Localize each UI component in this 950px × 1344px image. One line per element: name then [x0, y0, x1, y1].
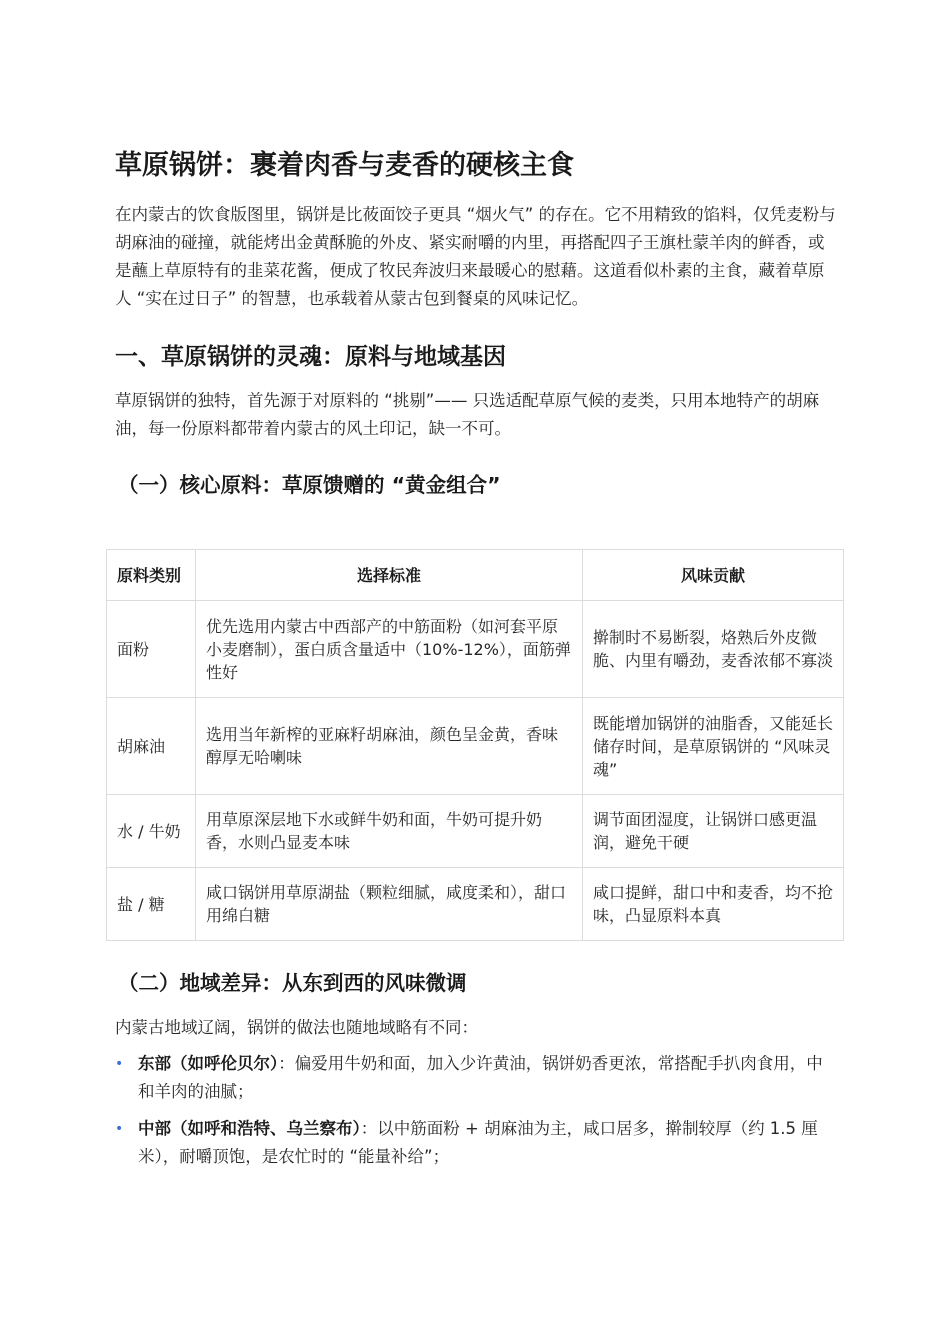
- table-cell-flavor: 调节面团湿度，让锅饼口感更温润，避免干硬: [583, 795, 844, 868]
- table-row: [107, 868, 844, 941]
- region-label: 中部（如呼和浩特、乌兰察布）: [138, 1119, 361, 1138]
- subsection-2-heading: （二）地域差异：从东到西的风味微调: [118, 971, 467, 995]
- section-1-paragraph: 草原锅饼的独特，首先源于对原料的 “挑剔”—— 只选适配草原气候的麦类，只用本地特产的胡麻油，每一份原料都带着内蒙古的风土印记，缺一不可。: [115, 391, 820, 438]
- table-cell-standard: 用草原深层地下水或鲜牛奶和面，牛奶可提升奶香，水则凸显麦本味: [196, 795, 583, 868]
- table-cell-standard: 咸口锅饼用草原湖盐（颗粒细腻，咸度柔和），甜口用绵白糖: [196, 868, 583, 941]
- table-header-row: [107, 550, 844, 601]
- list-item: [115, 1115, 833, 1171]
- region-list: [115, 1050, 833, 1180]
- region-text: ：偏爱用牛奶和面，加入少许黄油，锅饼奶香更浓，常搭配手扒肉食用，中和羊肉的油腻；: [138, 1054, 823, 1101]
- table-row: [107, 601, 844, 698]
- table-cell-standard: 优先选用内蒙古中西部产的中筋面粉（如河套平原小麦磨制），蛋白质含量适中（10%-12%），面筋弹性好: [196, 601, 583, 698]
- subsection-1-heading: （一）核心原料：草原馈赠的 “黄金组合”: [118, 473, 501, 497]
- table-cell-category: 水 / 牛奶: [107, 795, 196, 868]
- table-row: [107, 795, 844, 868]
- bullet-icon: •: [115, 1121, 124, 1137]
- list-item: [115, 1050, 833, 1106]
- table-cell-flavor: 擀制时不易断裂，烙熟后外皮微脆、内里有嚼劲，麦香浓郁不寡淡: [583, 601, 844, 698]
- table-cell-standard: 选用当年新榨的亚麻籽胡麻油，颜色呈金黄，香味醇厚无哈喇味: [196, 698, 583, 795]
- region-text: ：以中筋面粉 + 胡麻油为主，咸口居多，擀制较厚（约 1.5 厘米），耐嚼顶饱，是农忙时的 “能量补给”；: [138, 1119, 818, 1166]
- page-title: 草原锅饼：裹着肉香与麦香的硬核主食: [115, 150, 574, 181]
- table-cell-flavor: 咸口提鲜，甜口中和麦香，均不抢味，凸显原料本真: [583, 868, 844, 941]
- region-label: 东部（如呼伦贝尔）: [138, 1054, 279, 1073]
- table-cell-category: 盐 / 糖: [107, 868, 196, 941]
- table-header-category: 原料类别: [107, 550, 196, 601]
- table-cell-category: 胡麻油: [107, 698, 196, 795]
- ingredients-table: [106, 549, 844, 941]
- region-lead-paragraph: 内蒙古地域辽阔，锅饼的做法也随地域略有不同：: [115, 1018, 478, 1037]
- bullet-icon: •: [115, 1056, 124, 1072]
- table-header-flavor: 风味贡献: [583, 550, 844, 601]
- intro-paragraph: 在内蒙古的饮食版图里，锅饼是比莜面饺子更具 “烟火气” 的存在。它不用精致的馅料，仅凭麦粉与胡麻油的碰撞，就能烤出金黄酥脆的外皮、紧实耐嚼的内里，再搭配四子王旗杜蒙羊肉的鲜香，或是蘸上草原特有的韭菜花酱，便成了牧民奔波归来最暖心的慰藉。这道看似朴素的主食，藏着草原人 “实在过日子” 的智慧，也承载着从蒙古包到餐桌的风味记忆。: [115, 205, 836, 308]
- table-cell-flavor: 既能增加锅饼的油脂香，又能延长储存时间，是草原锅饼的 “风味灵魂”: [583, 698, 844, 795]
- table-header-standard: 选择标准: [196, 550, 583, 601]
- section-1-heading: 一、草原锅饼的灵魂：原料与地域基因: [115, 344, 506, 370]
- table-cell-category: 面粉: [107, 601, 196, 698]
- table-row: [107, 698, 844, 795]
